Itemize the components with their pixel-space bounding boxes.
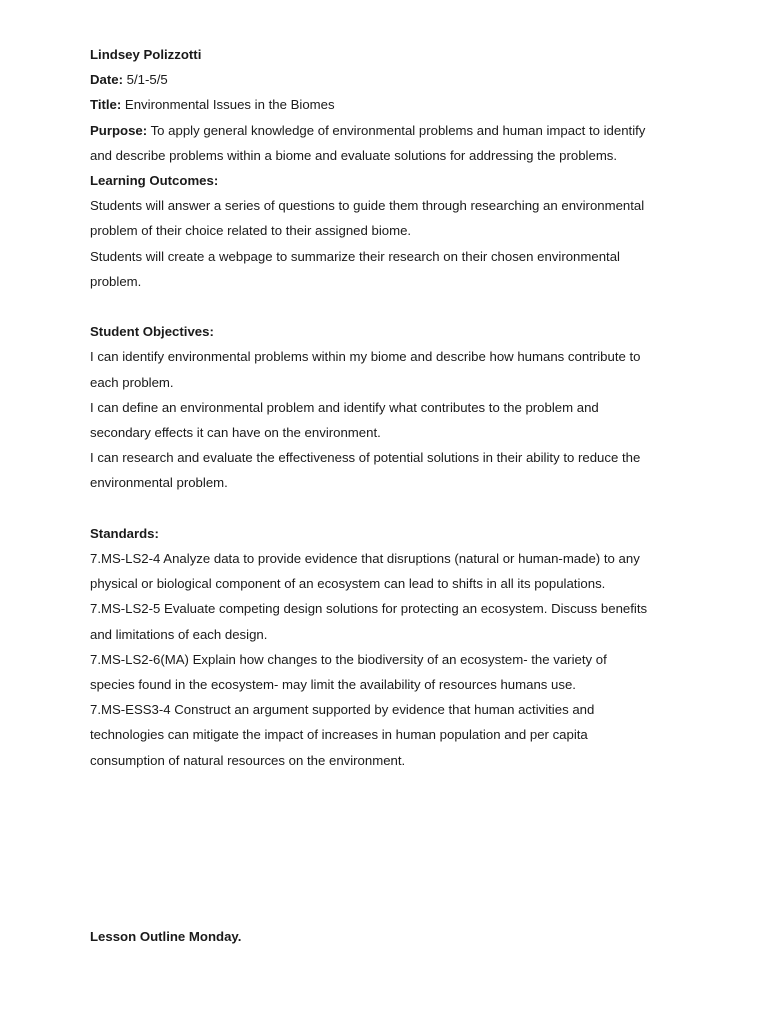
- standard-line: 7.MS-ESS3-4 Construct an argument supported by evidence that human activities and: [90, 702, 595, 718]
- learning-outcome-line: problem of their choice related to their assigned biome.: [90, 223, 412, 239]
- learning-outcome-line: Students will create a webpage to summarize their research on their chosen environmental: [90, 248, 620, 264]
- standard-line: consumption of natural resources on the environment.: [90, 752, 406, 768]
- objective-line: each problem.: [90, 374, 174, 390]
- title-line: [90, 92, 690, 117]
- purpose-text: To apply general knowledge of environmental problems and human impact to identify: [147, 122, 646, 138]
- spacer: [90, 496, 690, 521]
- title-value: Environmental Issues in the Biomes: [121, 97, 335, 113]
- learning-outcome-line: problem.: [90, 273, 142, 289]
- purpose-line-1: [90, 118, 690, 143]
- standards-heading: Standards:: [90, 525, 159, 541]
- standard-line: and limitations of each design.: [90, 626, 268, 642]
- student-objectives-heading: Student Objectives:: [90, 324, 214, 340]
- objective-line: I can identify environmental problems within my biome and describe how humans contribute to: [90, 349, 641, 365]
- standard-line: 7.MS-LS2-5 Evaluate competing design solutions for protecting an ecosystem. Discuss benefits: [90, 601, 648, 617]
- title-label: Title:: [90, 97, 122, 113]
- purpose-line-2: and describe problems within a biome and evaluate solutions for addressing the problems.: [90, 147, 618, 163]
- spacer: [90, 773, 690, 924]
- document-page: [90, 42, 690, 949]
- objective-line: secondary effects it can have on the environment.: [90, 425, 381, 441]
- objective-line: I can research and evaluate the effectiveness of potential solutions in their ability to reduce the: [90, 450, 641, 466]
- date-label: Date:: [90, 72, 123, 88]
- lesson-outline-heading: Lesson Outline Monday.: [90, 928, 242, 944]
- date-value: 5/1-5/5: [122, 72, 168, 88]
- standard-line: technologies can mitigate the impact of increases in human population and per capita: [90, 727, 588, 743]
- learning-outcome-line: Students will answer a series of questions to guide them through researching an environmental: [90, 198, 645, 214]
- standard-line: species found in the ecosystem- may limit the availability of resources humans use.: [90, 677, 576, 693]
- learning-outcomes-heading: Learning Outcomes:: [90, 173, 219, 189]
- purpose-label: Purpose:: [90, 122, 148, 138]
- date-line: [90, 67, 690, 92]
- standard-line: 7.MS-LS2-6(MA) Explain how changes to the biodiversity of an ecosystem- the variety of: [90, 651, 607, 667]
- spacer: [90, 294, 690, 319]
- objective-line: environmental problem.: [90, 475, 228, 491]
- author-name: Lindsey Polizzotti: [90, 47, 202, 62]
- standard-line: 7.MS-LS2-4 Analyze data to provide evidence that disruptions (natural or human-made) to any: [90, 551, 640, 567]
- standard-line: physical or biological component of an ecosystem can lead to shifts in all its populations.: [90, 576, 606, 592]
- objective-line: I can define an environmental problem and identify what contributes to the problem and: [90, 399, 599, 415]
